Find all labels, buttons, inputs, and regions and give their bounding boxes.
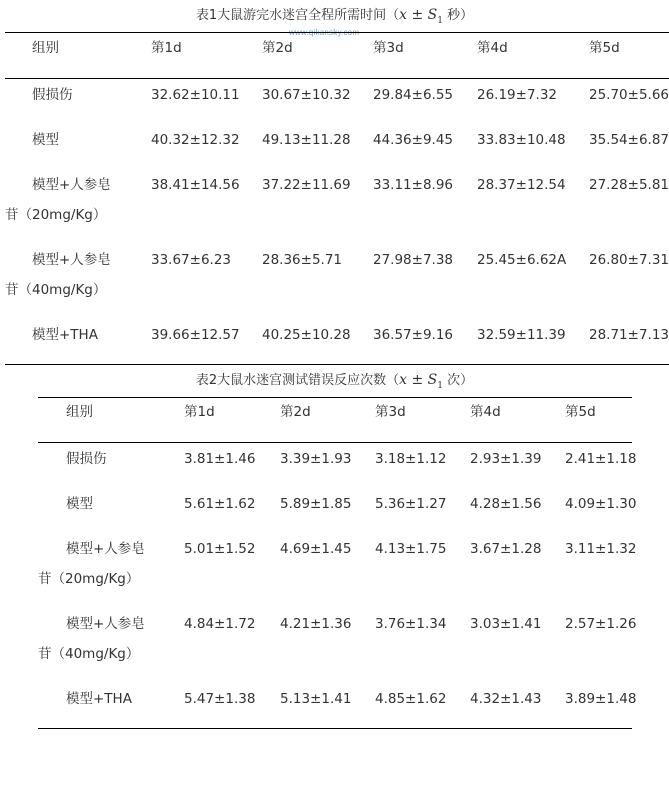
value-cell: 2.93±1.39 [470, 451, 542, 467]
table1-top-rule [5, 32, 669, 33]
value-cell: 4.84±1.72 [184, 616, 256, 632]
value-cell: 44.36±9.45 [373, 132, 454, 148]
watermark: www.qikansky.com [289, 28, 360, 37]
header-day-1: 第1d [151, 40, 182, 56]
value-cell: 5.61±1.62 [184, 496, 256, 512]
value-cell: 33.83±10.48 [477, 132, 566, 148]
group-label: 苷（40mg/Kg） [5, 282, 107, 298]
value-cell: 3.11±1.32 [565, 541, 637, 557]
value-cell: 4.13±1.75 [375, 541, 447, 557]
value-cell: 25.45±6.62A [477, 252, 567, 268]
value-cell: 4.69±1.45 [280, 541, 352, 557]
header-day-2: 第2d [280, 404, 311, 420]
table1-unit: 秒） [443, 8, 474, 23]
group-label: 模型+人参皂 [32, 252, 111, 268]
header-group: 组别 [32, 40, 59, 56]
table2-formula-main: x ± S [399, 372, 438, 388]
group-label: 苷（40mg/Kg） [38, 646, 140, 662]
table2-formula [399, 372, 443, 391]
value-cell: 3.76±1.34 [375, 616, 447, 632]
value-cell: 2.41±1.18 [565, 451, 637, 467]
value-cell: 26.80±7.31 [589, 252, 669, 268]
value-cell: 3.03±1.41 [470, 616, 542, 632]
table2-top-rule [38, 397, 632, 398]
group-label: 假损伤 [66, 451, 107, 467]
value-cell: 3.67±1.28 [470, 541, 542, 557]
value-cell: 49.13±11.28 [262, 132, 351, 148]
value-cell: 5.89±1.85 [280, 496, 352, 512]
header-day-1: 第1d [184, 404, 215, 420]
table2-title-text: 表2大鼠水迷宫测试错误反应次数（ [195, 373, 400, 388]
value-cell: 35.54±6.87 [589, 132, 669, 148]
value-cell: 29.84±6.55 [373, 87, 454, 103]
group-label: 模型+人参皂 [32, 177, 111, 193]
group-label: 模型 [66, 496, 93, 512]
value-cell: 28.37±12.54 [477, 177, 566, 193]
table1-formula-sub: 1 [437, 15, 443, 26]
value-cell: 39.66±12.57 [151, 327, 240, 343]
table2-title [0, 369, 669, 391]
value-cell: 4.21±1.36 [280, 616, 352, 632]
value-cell: 40.32±12.32 [151, 132, 240, 148]
table1-header-rule [5, 78, 669, 79]
value-cell: 3.81±1.46 [184, 451, 256, 467]
group-label: 模型+人参皂 [66, 616, 145, 632]
group-label: 模型+THA [32, 327, 98, 343]
value-cell: 27.98±7.38 [373, 252, 454, 268]
table1-title [0, 4, 669, 26]
value-cell: 32.59±11.39 [477, 327, 566, 343]
value-cell: 36.57±9.16 [373, 327, 454, 343]
group-label: 模型+人参皂 [66, 541, 145, 557]
table1-title-text: 表1大鼠游完水迷宫全程所需时间（ [195, 8, 400, 23]
table2-bottom-rule [38, 728, 632, 729]
value-cell: 37.22±11.69 [262, 177, 351, 193]
header-day-4: 第4d [477, 40, 508, 56]
value-cell: 25.70±5.66 [589, 87, 669, 103]
value-cell: 33.11±8.96 [373, 177, 454, 193]
header-group: 组别 [66, 404, 93, 420]
value-cell: 4.28±1.56 [470, 496, 542, 512]
value-cell: 5.47±1.38 [184, 691, 256, 707]
header-day-2: 第2d [262, 40, 293, 56]
value-cell: 4.32±1.43 [470, 691, 542, 707]
header-day-5: 第5d [565, 404, 596, 420]
value-cell: 28.36±5.71 [262, 252, 343, 268]
value-cell: 28.71±7.13 [589, 327, 669, 343]
group-label: 模型+THA [66, 691, 132, 707]
value-cell: 4.09±1.30 [565, 496, 637, 512]
group-label: 苷（20mg/Kg） [38, 571, 140, 587]
header-day-4: 第4d [470, 404, 501, 420]
value-cell: 2.57±1.26 [565, 616, 637, 632]
value-cell: 3.39±1.93 [280, 451, 352, 467]
value-cell: 4.85±1.62 [375, 691, 447, 707]
header-day-5: 第5d [589, 40, 620, 56]
table2-formula-sub: 1 [437, 380, 443, 391]
value-cell: 5.01±1.52 [184, 541, 256, 557]
value-cell: 3.18±1.12 [375, 451, 447, 467]
value-cell: 38.41±14.56 [151, 177, 240, 193]
header-day-3: 第3d [375, 404, 406, 420]
group-label: 苷（20mg/Kg） [5, 207, 107, 223]
value-cell: 26.19±7.32 [477, 87, 558, 103]
value-cell: 40.25±10.28 [262, 327, 351, 343]
table1-formula [399, 7, 443, 26]
value-cell: 30.67±10.32 [262, 87, 351, 103]
value-cell: 5.36±1.27 [375, 496, 447, 512]
table2-header-rule [38, 442, 632, 443]
value-cell: 27.28±5.81 [589, 177, 669, 193]
value-cell: 3.89±1.48 [565, 691, 637, 707]
table2-unit: 次） [443, 373, 474, 388]
value-cell: 33.67±6.23 [151, 252, 232, 268]
table1-bottom-rule [5, 364, 669, 365]
group-label: 假损伤 [32, 87, 73, 103]
group-label: 模型 [32, 132, 59, 148]
value-cell: 5.13±1.41 [280, 691, 352, 707]
value-cell: 32.62±10.11 [151, 87, 240, 103]
table1-formula-main: x ± S [399, 7, 438, 23]
header-day-3: 第3d [373, 40, 404, 56]
